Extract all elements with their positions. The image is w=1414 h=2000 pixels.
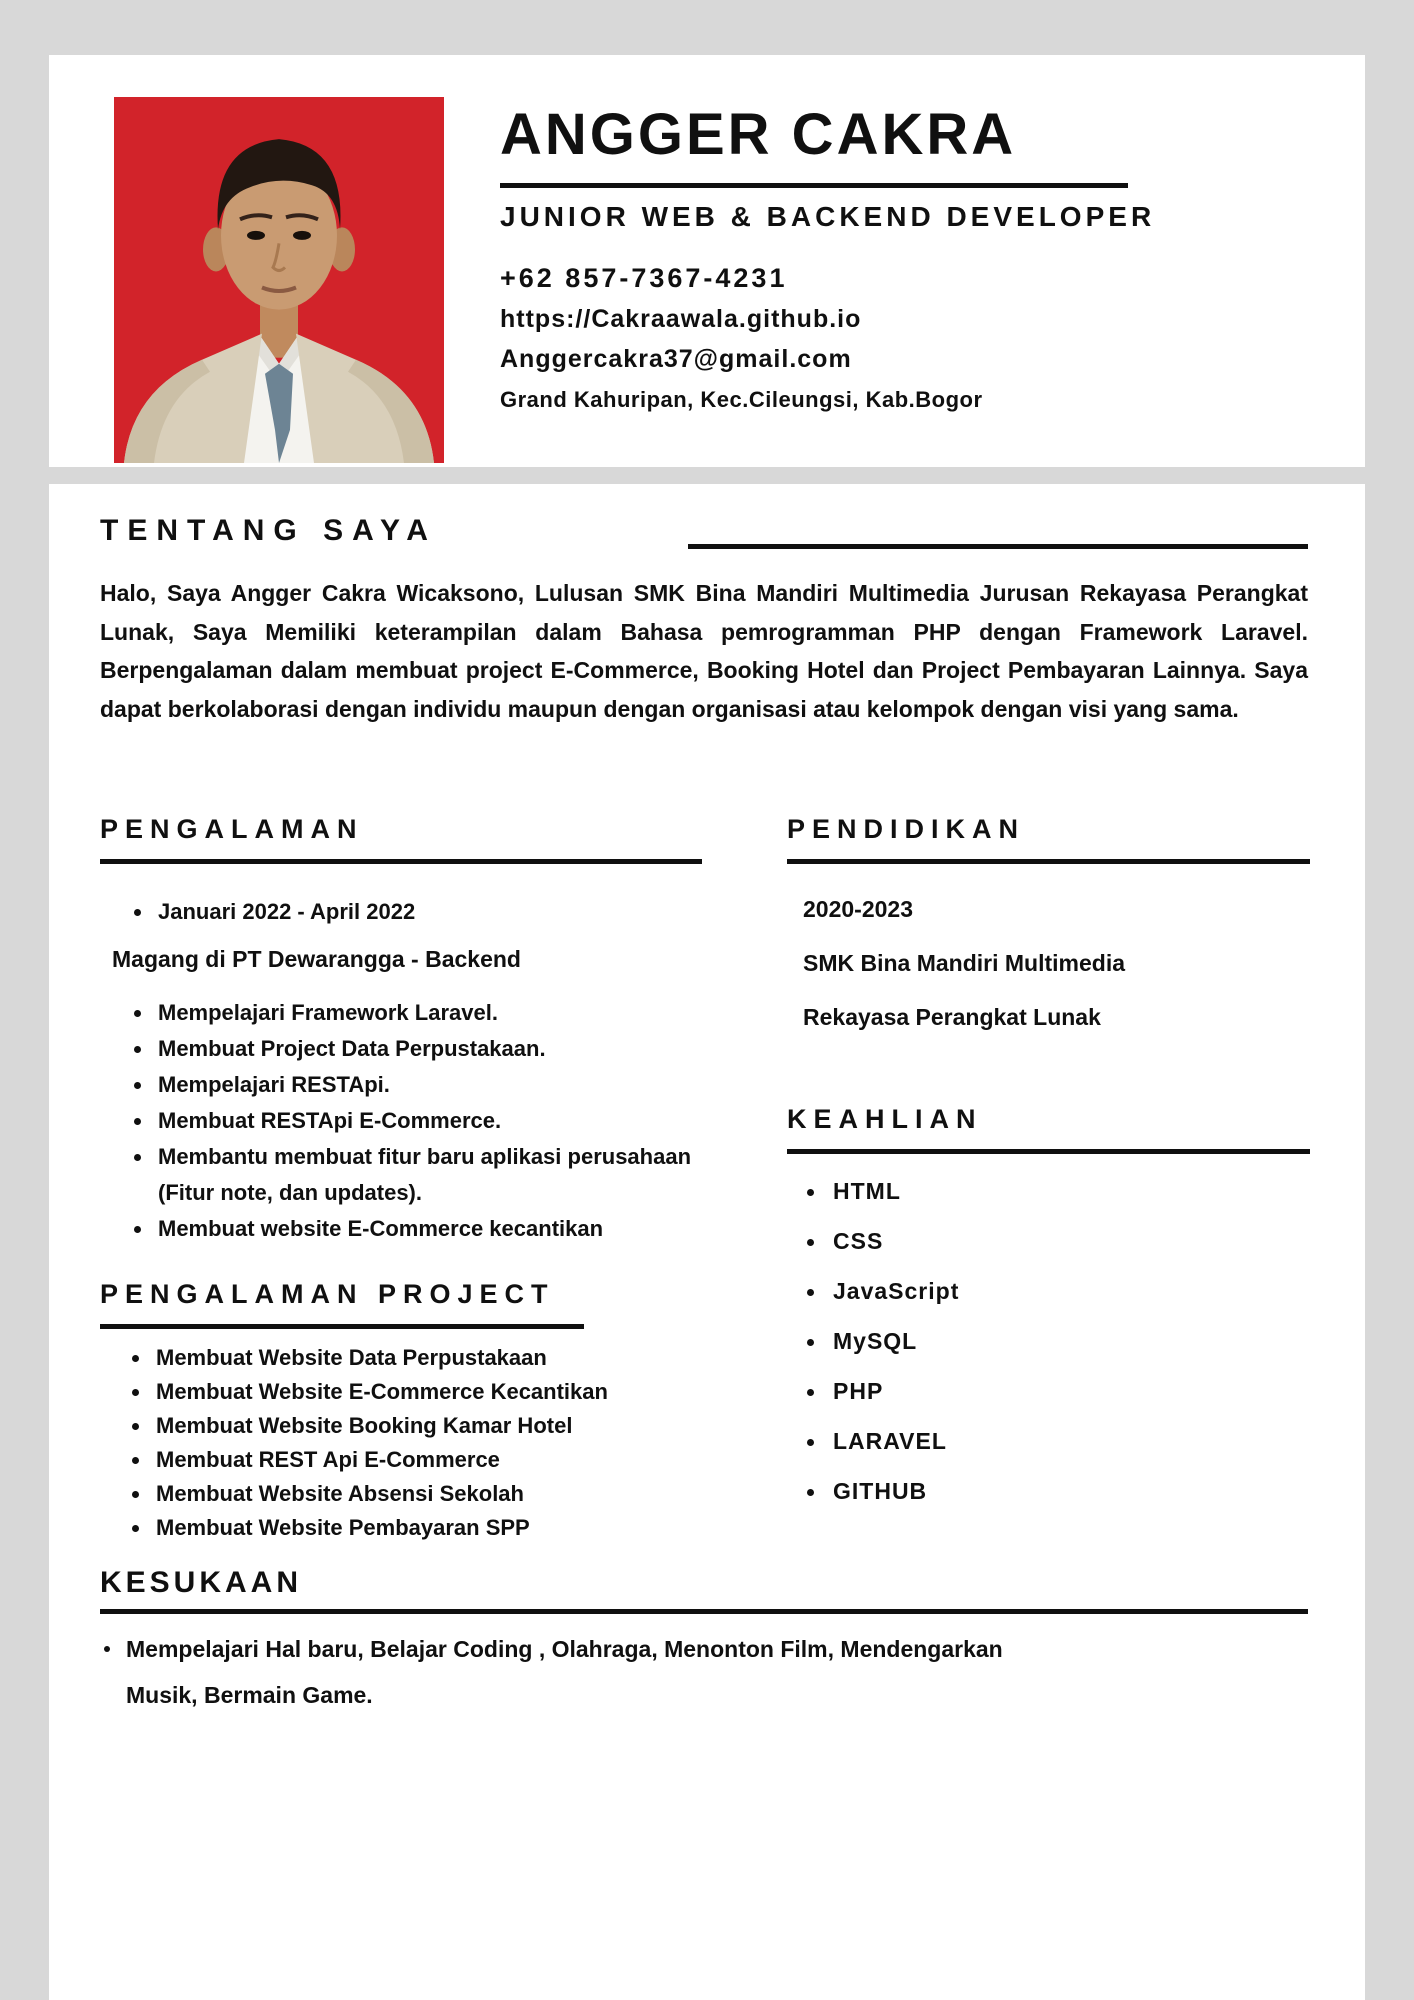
list-item xyxy=(134,1067,702,1103)
bullet-dot-icon xyxy=(132,1457,139,1464)
bullet-dot-icon xyxy=(807,1289,814,1296)
list-item-text: Membuat REST Api E-Commerce xyxy=(156,1447,500,1473)
list-item xyxy=(134,1211,702,1247)
bullet-dot-icon xyxy=(134,1010,141,1017)
bullet-dot-icon xyxy=(807,1239,814,1246)
list-item-text: Membuat Website Data Perpustakaan xyxy=(156,1345,547,1371)
skill-item-text: MySQL xyxy=(833,1328,918,1355)
projects-heading: PENGALAMAN PROJECT xyxy=(100,1279,555,1310)
list-item-text: Membuat Website E-Commerce Kecantikan xyxy=(156,1379,608,1405)
education-rule xyxy=(787,859,1310,864)
hobbies-heading: KESUKAAN xyxy=(100,1566,303,1599)
bullet-dot-icon xyxy=(134,1226,141,1233)
body-card xyxy=(49,484,1365,2000)
bullet-dot-icon xyxy=(132,1389,139,1396)
education-period: 2020-2023 xyxy=(803,896,913,923)
experience-column xyxy=(100,814,702,1545)
experience-heading: PENGALAMAN xyxy=(100,814,364,844)
bullet-dot-icon xyxy=(134,1046,141,1053)
experience-list xyxy=(100,995,702,1247)
bullet-dot-icon xyxy=(134,1082,141,1089)
education-major: Rekayasa Perangkat Lunak xyxy=(803,1004,1101,1031)
bullet-dot-icon xyxy=(807,1339,814,1346)
list-item xyxy=(132,1477,702,1511)
projects-list xyxy=(100,1341,702,1545)
list-item xyxy=(132,1511,702,1545)
hobby-item xyxy=(104,1626,1308,1718)
skills-rule xyxy=(787,1149,1310,1154)
list-item xyxy=(134,1031,702,1067)
bullet-dot-icon xyxy=(807,1489,814,1496)
bullet-dot-icon xyxy=(132,1423,139,1430)
list-item-text: Membuat website E-Commerce kecantikan xyxy=(158,1216,604,1242)
list-item-text: Membuat Website Absensi Sekolah xyxy=(156,1481,524,1507)
bullet-dot-icon xyxy=(134,909,141,916)
education-heading: PENDIDIKAN xyxy=(787,814,1026,844)
skill-item-text: JavaScript xyxy=(833,1278,960,1305)
list-item-text: Membuat Website Booking Kamar Hotel xyxy=(156,1413,573,1439)
list-item xyxy=(132,1341,702,1375)
list-item xyxy=(134,1103,702,1139)
education-column xyxy=(787,814,1310,1528)
skill-item-text: LARAVEL xyxy=(833,1428,947,1455)
experience-rule xyxy=(100,859,702,864)
postal-address: Grand Kahuripan, Kec.Cileungsi, Kab.Bogor xyxy=(500,387,983,412)
list-item-text: Membantu membuat fitur baru aplikasi perusahaan (Fitur note, dan updates). xyxy=(158,1144,692,1206)
skill-item xyxy=(807,1378,1310,1428)
skills-heading: KEAHLIAN xyxy=(787,1104,983,1135)
header-card xyxy=(49,55,1365,467)
bullet-dot-icon xyxy=(807,1439,814,1446)
list-item-text: Membuat Project Data Perpustakaan. xyxy=(158,1036,546,1062)
profile-photo xyxy=(114,97,444,463)
experience-period-row xyxy=(134,894,702,930)
list-item xyxy=(132,1375,702,1409)
list-item-text: Mempelajari Framework Laravel. xyxy=(158,1000,498,1026)
list-item xyxy=(134,995,702,1031)
bullet-dot-icon xyxy=(134,1154,141,1161)
skill-item xyxy=(807,1228,1310,1278)
skill-item-text: CSS xyxy=(833,1228,884,1255)
skills-list xyxy=(787,1178,1310,1528)
website-url: https://Cakraawala.github.io xyxy=(500,305,862,333)
list-item xyxy=(132,1409,702,1443)
projects-rule xyxy=(100,1324,584,1329)
experience-period: Januari 2022 - April 2022 xyxy=(158,899,416,925)
skill-item xyxy=(807,1428,1310,1478)
list-item xyxy=(134,1139,702,1211)
skill-item-text: PHP xyxy=(833,1378,884,1405)
list-item xyxy=(132,1443,702,1477)
hobbies-section xyxy=(100,1566,1308,1718)
bullet-dot-icon xyxy=(807,1389,814,1396)
skill-item xyxy=(807,1278,1310,1328)
skill-item xyxy=(807,1478,1310,1528)
about-paragraph: Halo, Saya Angger Cakra Wicaksono, Lulusan SMK Bina Mandiri Multimedia Jurusan Rekayasa Perangkat Lunak, Saya Memiliki keterampilan dalam Bahasa pemrogramman PHP dengan Framework Laravel. Berpengalaman dalam membuat project E-Commerce, Booking Hotel dan Project Pembayaran Lainnya. Saya dapat berkolaborasi dengan individu maupun dengan organisasi atau kelompok dengan visi yang sama. xyxy=(100,580,1308,722)
skill-item-text: HTML xyxy=(833,1178,901,1205)
hobby-item-text: Mempelajari Hal baru, Belajar Coding , Olahraga, Menonton Film, Mendengarkan Musik, Bermain Game. xyxy=(126,1635,1003,1708)
bullet-dot-icon xyxy=(104,1646,110,1652)
bullet-dot-icon xyxy=(132,1491,139,1498)
bullet-dot-icon xyxy=(132,1525,139,1532)
name-underline xyxy=(500,183,1128,188)
phone-number: +62 857-7367-4231 xyxy=(500,263,788,293)
list-item-text: Membuat Website Pembayaran SPP xyxy=(156,1515,530,1541)
list-item-text: Membuat RESTApi E-Commerce. xyxy=(158,1108,502,1134)
hobbies-rule xyxy=(100,1609,1308,1614)
education-school: SMK Bina Mandiri Multimedia xyxy=(803,950,1126,977)
email-address: Anggercakra37@gmail.com xyxy=(500,345,852,373)
skill-item xyxy=(807,1328,1310,1378)
about-heading-rule xyxy=(688,544,1308,549)
skill-item xyxy=(807,1178,1310,1228)
list-item-text: Mempelajari RESTApi. xyxy=(158,1072,390,1098)
skill-item-text: GITHUB xyxy=(833,1478,928,1505)
experience-role: Magang di PT Dewarangga - Backend xyxy=(112,946,521,973)
about-heading: TENTANG SAYA xyxy=(100,514,437,547)
name-heading: ANGGER CAKRA xyxy=(500,102,1017,167)
bullet-dot-icon xyxy=(134,1118,141,1125)
job-title: JUNIOR WEB & BACKEND DEVELOPER xyxy=(500,201,1156,232)
person-portrait-graphic xyxy=(114,97,444,463)
bullet-dot-icon xyxy=(132,1355,139,1362)
bullet-dot-icon xyxy=(807,1189,814,1196)
